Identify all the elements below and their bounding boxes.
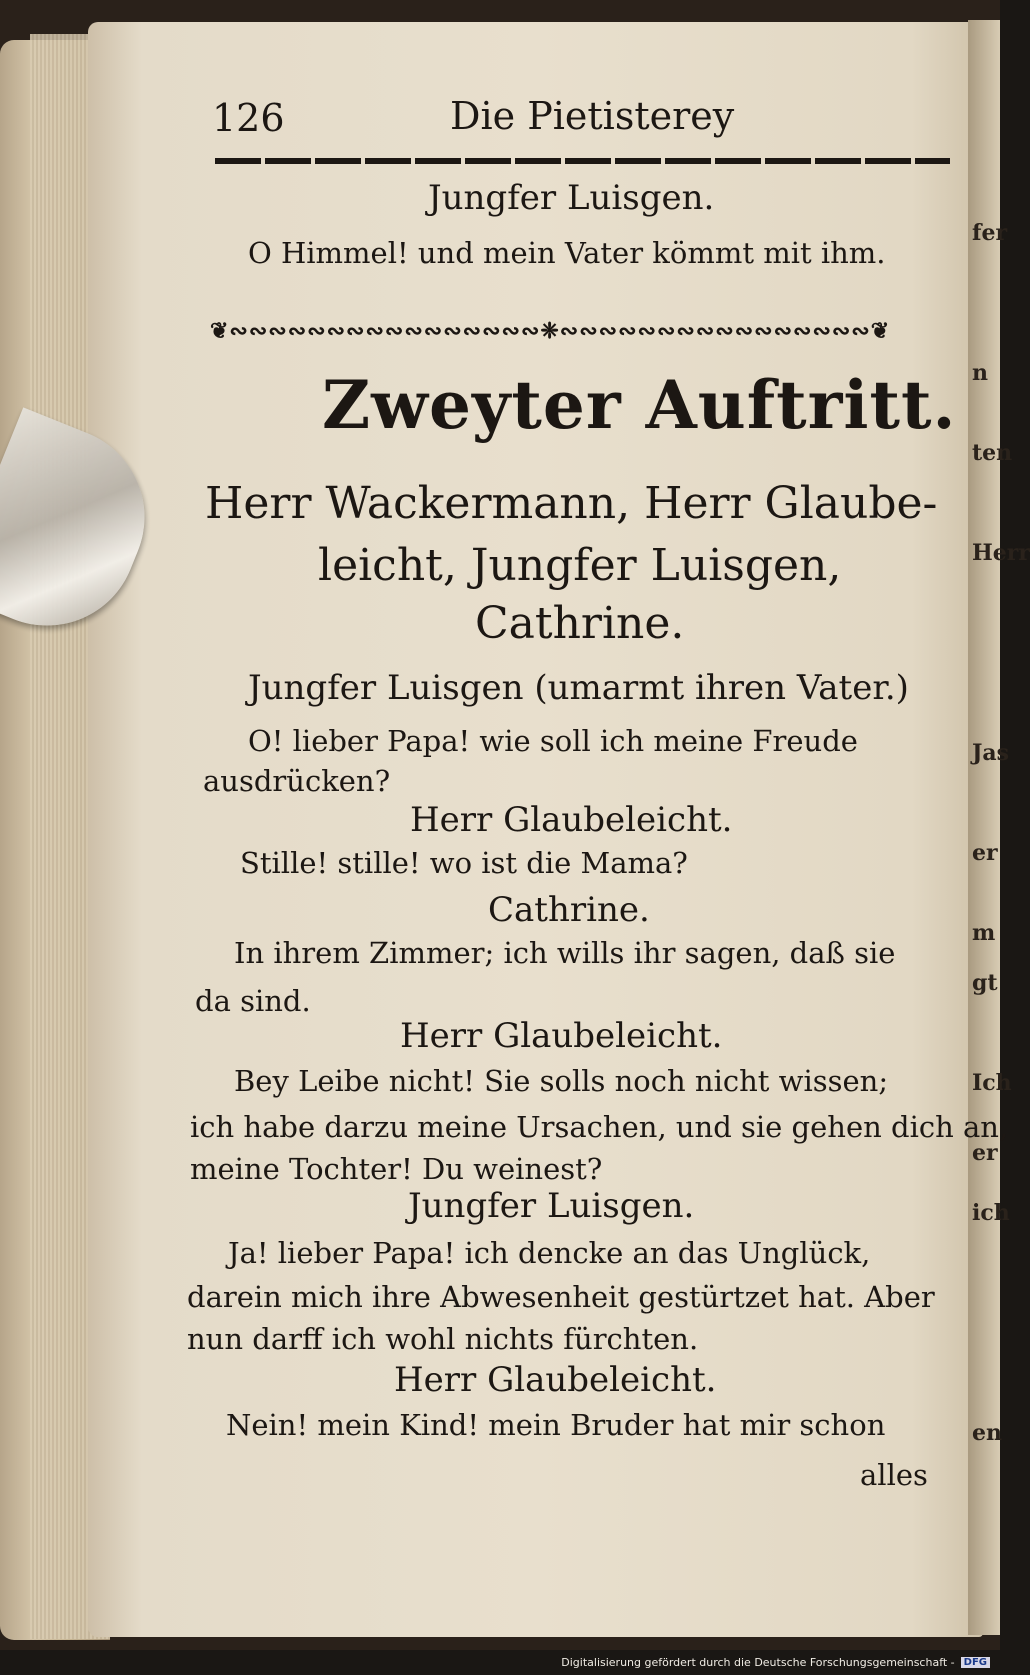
cast-list: Cathrine.	[475, 598, 685, 649]
adjacent-fragment: en	[972, 1420, 1002, 1446]
adjacent-fragment: ich	[972, 1200, 1010, 1226]
adjacent-fragment: er	[972, 840, 998, 866]
digitization-footer	[561, 1653, 990, 1671]
speaker-name: Cathrine.	[488, 890, 650, 930]
adjacent-fragment: fer	[972, 220, 1008, 246]
adjacent-fragment: gt	[972, 970, 998, 996]
dialogue-line: O! lieber Papa! wie soll ich meine Freude	[248, 724, 858, 758]
dialogue-line: Ja! lieber Papa! ich dencke an das Unglück,	[228, 1236, 871, 1270]
ornament-divider: ❦∾∾∾∾∾∾∾∾∾∾∾∾∾∾∾∾❈∾∾∾∾∾∾∾∾∾∾∾∾∾∾∾∾❦	[210, 318, 891, 344]
adjacent-fragment: Ich	[972, 1070, 1012, 1096]
speaker-name: Jungfer Luisgen.	[428, 178, 715, 218]
adjacent-fragment: ten	[972, 440, 1013, 466]
dfg-logo: DFG	[961, 1657, 990, 1668]
dialogue-line: Stille! stille! wo ist die Mama?	[240, 846, 688, 880]
dialogue-line: ausdrücken?	[203, 764, 391, 798]
running-title: Die Pietisterey	[450, 94, 735, 138]
page-number: 126	[212, 96, 285, 140]
catchword: alles	[860, 1458, 928, 1492]
adjacent-fragment: Herr	[972, 540, 1030, 566]
dialogue-line: darein mich ihre Abwesenheit gestürtzet hat. Aber	[187, 1280, 935, 1314]
footer-text: Digitalisierung gefördert durch die Deutsche Forschungsgemeinschaft -	[561, 1655, 955, 1669]
adjacent-fragment: er	[972, 1140, 998, 1166]
header-rule	[215, 158, 950, 164]
speaker-name: Jungfer Luisgen.	[408, 1186, 695, 1226]
speaker-name: Herr Glaubeleicht.	[410, 800, 733, 840]
dialogue-line: nun darff ich wohl nichts fürchten.	[187, 1322, 699, 1356]
dialogue-line: meine Tochter! Du weinest?	[190, 1152, 603, 1186]
speaker-name: Jungfer Luisgen (umarmt ihren Vater.)	[248, 668, 909, 708]
adjacent-fragment: m	[972, 920, 996, 946]
dialogue-line: da sind.	[195, 984, 311, 1018]
speaker-name: Herr Glaubeleicht.	[394, 1360, 717, 1400]
scene-title: Zweyter Auftritt.	[322, 366, 957, 444]
adjacent-fragment: Jas	[972, 740, 1010, 766]
dialogue-line: Bey Leibe nicht! Sie solls noch nicht wissen;	[234, 1064, 889, 1098]
cast-list: Herr Wackermann, Herr Glaube-	[205, 478, 938, 529]
cast-list: leicht, Jungfer Luisgen,	[318, 540, 842, 591]
dialogue-line: ich habe darzu meine Ursachen, und sie gehen dich an,	[190, 1110, 1009, 1144]
adjacent-fragment: n	[972, 360, 988, 386]
speaker-name: Herr Glaubeleicht.	[400, 1016, 723, 1056]
dialogue-line: In ihrem Zimmer; ich wills ihr sagen, daß sie	[234, 936, 896, 970]
dialogue-line: O Himmel! und mein Vater kömmt mit ihm.	[248, 236, 886, 270]
dialogue-line: Nein! mein Kind! mein Bruder hat mir schon	[226, 1408, 886, 1442]
